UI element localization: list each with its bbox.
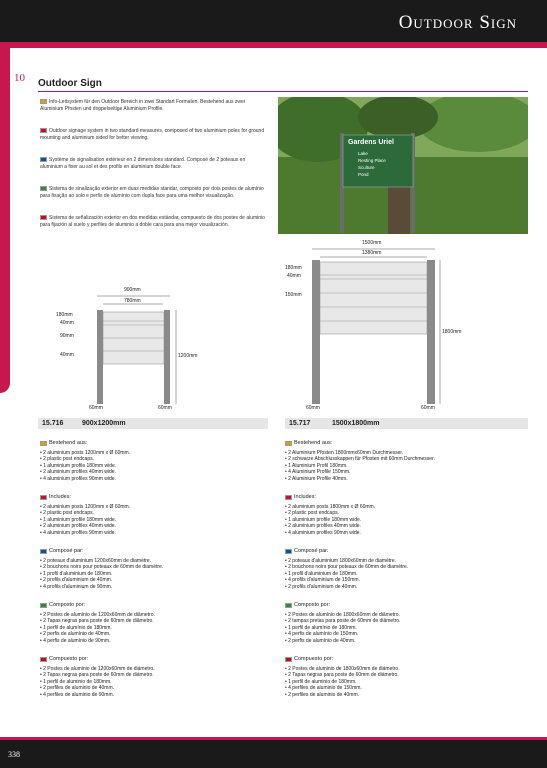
list-item: • 2 poteaux d'aluminium 1800x60mm de diamètre. xyxy=(285,557,397,564)
list-item: • 2 profils d'aluminium de 40mm. xyxy=(40,577,113,583)
intro-pt: Sistema de sinalização exterior em duas medidas standar, composto por dois postes de alumínio para fixação ao solo e perfis de alumínio com dupla face para uma melhor visualização. xyxy=(40,186,264,199)
product-strip-large xyxy=(285,418,528,429)
sign-item: Resting Place xyxy=(358,158,386,163)
list-item: • 2 perfiles de aluminio de 40mm. xyxy=(285,691,360,698)
dim-height-mid: 90mm xyxy=(60,333,74,339)
dim-total-height: 1200mm xyxy=(178,353,198,359)
dim-height-thin: 40mm xyxy=(60,320,74,326)
list-item: • 4 perfis de alumínio de 150mm. xyxy=(285,631,359,637)
list-item: • 2 aluminium posts 1200mm x Ø 60mm. xyxy=(40,449,131,456)
list-item: • 1 aluminium profile 180mm wide. xyxy=(285,516,362,523)
spec-section-es: Compuesto por: • 2 Postes de aluminio de 1200x60mm de diámetro. • 2 Tapas negras para poste de 60mm de diámetro. • 1 perfil de aluminio de 180mm. • 2 perfiles de aluminio de 40mm. • 4 perfiles de aluminio de 90mm. xyxy=(40,656,270,698)
list-item: • 1 aluminium profile 180mm wide. xyxy=(40,516,117,523)
dim-width-inner: 780mm xyxy=(124,298,141,304)
dim-post-left-large: 60mm xyxy=(306,405,320,411)
dim-height-top: 180mm xyxy=(56,312,73,318)
section-heading: Outdoor Sign xyxy=(38,78,102,89)
spec-column-large xyxy=(285,440,515,710)
list-item: • 4 perfiles de aluminio de 150mm. xyxy=(285,685,362,691)
post-right xyxy=(164,310,170,404)
list-item: • 1 profil d'aluminium de 180mm. xyxy=(285,570,358,577)
intro-de: Info-Leitsystem für den Outdoor Bereich in zwei Standart Formaten. Bestehend aus zwei Aluminium Pfosten und doppelseitige Aluminium Profile. xyxy=(40,99,245,112)
spec-section-fr: Composé par: • 2 poteaux d'aluminium 1200x60mm de diamètre. • 2 bouchons noirs pour poteaux de 60mm de diamètre. • 1 profil d'aluminium de 180mm. • 2 profils d'aluminium de 40mm. • 4 profils d'aluminium de 90mm. xyxy=(40,548,270,590)
list-item: • 2 Aluminium Pfosten 1800mmx60mm Durchmesser. xyxy=(285,449,404,456)
intro-en: Outdoor signage system in two standard measures, composed of two aluminium poles for ground mounting and aluminium sided for better viewing. xyxy=(40,128,265,141)
list-item: • 4 profils d'aluminium de 150mm. xyxy=(285,577,360,583)
flag-fr-icon xyxy=(40,549,47,554)
list-item: • 2 Postes de aluminio de 1200x60mm de diámetro. xyxy=(40,665,155,672)
product-code-large: 15.717 xyxy=(289,420,311,427)
list-item: • 2 poteaux d'aluminium 1200x60mm de diamètre. xyxy=(40,557,152,564)
list-item: • 2 tampas pretas para poste de 60mm de diâmetro. xyxy=(285,618,401,624)
flag-uk-icon xyxy=(40,495,47,500)
dim-width-inner-large: 1380mm xyxy=(362,250,382,256)
sign-item: Lake xyxy=(358,151,368,156)
list-item: • 2 profils d'aluminium de 40mm. xyxy=(285,583,358,590)
list-item: • 4 perfiles de aluminio de 90mm. xyxy=(40,691,115,698)
spec-section-pt: Composto por: • 2 Postes de alumínio de 1800x60mm de diâmetro. • 2 tampas pretas para poste de 60mm de diâmetro. • 1 perfil de alumínio de 180mm. • 4 perfis de alumínio de 150mm. • 2 perfis de alumínio de 40mm. xyxy=(285,602,515,644)
dim-post-right-large: 60mm xyxy=(421,405,435,411)
list-item: • 2 Postes de aluminio de 1800x60mm de diámetro. xyxy=(285,665,400,672)
flag-uk-icon xyxy=(285,495,292,500)
list-item: • 4 aluminium profiles 90mm wide. xyxy=(40,475,116,482)
list-item: • 2 Tapas negras para poste de 60mm de diâmetro. xyxy=(40,618,154,624)
list-item: • 1 Aluminium Profil 180mm. xyxy=(285,462,348,469)
spec-section-en: Includes: • 2 aluminium posts 1800mm x Ø 60mm. • 2 plastic post endcaps. • 1 aluminium profile 180mm wide. • 2 aluminium profiles 40mm wide. • 4 aluminium profiles 90mm wide. xyxy=(285,494,515,536)
product-size-small: 900x1200mm xyxy=(82,420,126,427)
list-item: • 2 Tapas negras para poste de 60mm de diámetro. xyxy=(285,672,399,678)
list-item: • 2 bouchons noirs pour poteaux de 60mm de diamètre. xyxy=(40,564,164,570)
spec-section-fr: Composé par: • 2 poteaux d'aluminium 1800x60mm de diamètre. • 2 bouchons noirs pour poteaux de 60mm de diamètre. • 1 profil d'aluminium de 180mm. • 4 profils d'aluminium de 150mm. • 2 profils d'aluminium de 40mm. xyxy=(285,548,515,590)
dim-post-left: 60mm xyxy=(89,405,103,411)
sign-item: Pond xyxy=(358,172,369,177)
flag-pt-icon xyxy=(40,603,47,608)
post-right-large xyxy=(427,260,435,404)
list-item: • 1 aluminium profile 180mm wide. xyxy=(40,462,117,469)
post-left xyxy=(97,310,103,404)
dim-post-right: 60mm xyxy=(158,405,172,411)
list-item: • 2 aluminium profiles 40mm wide. xyxy=(40,469,116,475)
list-item: • 2 aluminium profiles 40mm wide. xyxy=(285,523,361,529)
list-item: • 4 aluminium profiles 90mm wide. xyxy=(40,529,116,536)
list-item: • 1 perfil de alumínio de 180mm. xyxy=(285,624,357,631)
list-item: • 2 aluminium posts 1200mm x Ø 60mm. xyxy=(40,503,131,510)
list-item: • 2 perfis de alumínio de 40mm. xyxy=(285,637,356,644)
flag-pt-icon xyxy=(285,603,292,608)
list-item: • 2 plastic post endcaps. xyxy=(285,510,340,516)
spec-section-pt: Composto por: • 2 Postes de alumínio de 1200x60mm de diâmetro. • 2 Tapas negras para poste de 60mm de diâmetro. • 1 perfil de alumínio de 180mm. • 2 perfis de alumínio de 40mm. • 4 perfis de alumínio de 90mm. xyxy=(40,602,270,644)
list-item: • 2 Postes de alumínio de 1200x60mm de diâmetro. xyxy=(40,611,155,618)
flag-de-icon xyxy=(285,441,292,446)
list-item: • 1 perfil de aluminio de 180mm. xyxy=(40,678,112,685)
bottom-bar xyxy=(0,740,547,768)
post-left-large xyxy=(312,260,320,404)
spec-section-de: Bestehend aus: • 2 Aluminium Pfosten 1800mmx60mm Durchmesser. • 2 schwarze Abschlusskappen für Pfosten mit 60mm Durchmesser. • 1 Aluminium Profil 180mm. • 4 Aluminium Profile 150mm. • 2 Aluminium Profile 40mm. xyxy=(285,440,515,482)
product-code-small: 15.716 xyxy=(42,420,64,427)
intro-fr: Système de signalisation extérieur en 2 dimensions standard. Composé de 2 poteaux en aluminium a fixer au sol et des profils en aluminium double face. xyxy=(40,157,246,170)
list-item: • 2 plastic post endcaps. xyxy=(40,456,95,462)
list-item: • 4 aluminium profiles 90mm wide. xyxy=(285,529,361,536)
list-item: • 2 Tapas negras para poste de 60mm de diámetro. xyxy=(40,672,154,678)
list-item: • 2 schwarze Abschlusskappen für Pfosten mit 60mm Durchmesser. xyxy=(285,456,435,462)
dim-width-outer-large: 1500mm xyxy=(362,240,382,246)
list-item: • 2 Postes de alumínio de 1800x60mm de diâmetro. xyxy=(285,611,400,618)
product-size-large: 1500x1800mm xyxy=(332,420,380,427)
list-item: • 2 perfis de alumínio de 40mm. xyxy=(40,631,111,637)
list-item: • 4 perfis de alumínio de 90mm. xyxy=(40,637,111,644)
dim-height-mid-large: 150mm xyxy=(285,292,302,298)
dim-height-top-large: 180mm xyxy=(285,265,302,271)
list-item: • 1 perfil de alumínio de 180mm. xyxy=(40,624,112,631)
list-item: • 2 aluminium profiles 40mm wide. xyxy=(40,523,116,529)
side-page-number: 10 xyxy=(14,72,25,84)
flag-fr-icon xyxy=(285,549,292,554)
sign-item: Sculture xyxy=(358,165,375,170)
list-item: • 1 profil d'aluminium de 180mm. xyxy=(40,570,113,577)
spec-section-es: Compuesto por: • 2 Postes de aluminio de 1800x60mm de diámetro. • 2 Tapas negras para poste de 60mm de diámetro. • 1 perfil de aluminio de 180mm. • 4 perfiles de aluminio de 150mm. • 2 perfiles de aluminio de 40mm. xyxy=(285,656,515,698)
list-item: • 4 profils d'aluminium de 90mm. xyxy=(40,583,113,590)
flag-es-icon xyxy=(40,657,47,662)
spec-column-small xyxy=(40,440,270,710)
list-item: • 2 perfiles de aluminio de 40mm. xyxy=(40,685,115,691)
spec-section-de: Bestehend aus: • 2 aluminium posts 1200mm x Ø 60mm. • 2 plastic post endcaps. • 1 aluminium profile 180mm wide. • 2 aluminium profiles 40mm wide. • 4 aluminium profiles 90mm wide. xyxy=(40,440,270,482)
list-item: • 2 Aluminium Profile 40mm. xyxy=(285,475,348,482)
dim-width-outer: 900mm xyxy=(124,287,141,293)
flag-de-icon xyxy=(40,441,47,446)
list-item: • 2 plastic post endcaps. xyxy=(40,510,95,516)
list-item: • 1 perfil de aluminio de 180mm. xyxy=(285,678,357,685)
list-item: • 2 bouchons noirs pour poteaux de 60mm de diamètre. xyxy=(285,564,409,570)
dim-total-height-large: 1800mm xyxy=(442,329,462,335)
list-item: • 4 Aluminium Profile 150mm. xyxy=(285,469,351,475)
dim-height-thin-large: 40mm xyxy=(287,273,301,279)
page-title: Outdoor Sign xyxy=(398,12,517,33)
product-strip-small xyxy=(38,418,268,429)
spec-section-en: Includes: • 2 aluminium posts 1200mm x Ø 60mm. • 2 plastic post endcaps. • 1 aluminium profile 180mm wide. • 2 aluminium profiles 40mm wide. • 4 aluminium profiles 90mm wide. xyxy=(40,494,270,536)
flag-es-icon xyxy=(285,657,292,662)
intro-es: Sistema de señalización exterior en dos medidas estándar, compuesto de dos postes de aluminio para fijación al suelo y perfiles de aluminio a doble cara para una mejor visualización. xyxy=(40,215,265,228)
list-item: • 2 aluminium posts 1800mm x Ø 60mm. xyxy=(285,503,376,510)
dim-height-bottom: 40mm xyxy=(60,352,74,358)
page-number: 338 xyxy=(8,750,20,759)
sign-title: Gardens Uriel xyxy=(348,139,394,146)
